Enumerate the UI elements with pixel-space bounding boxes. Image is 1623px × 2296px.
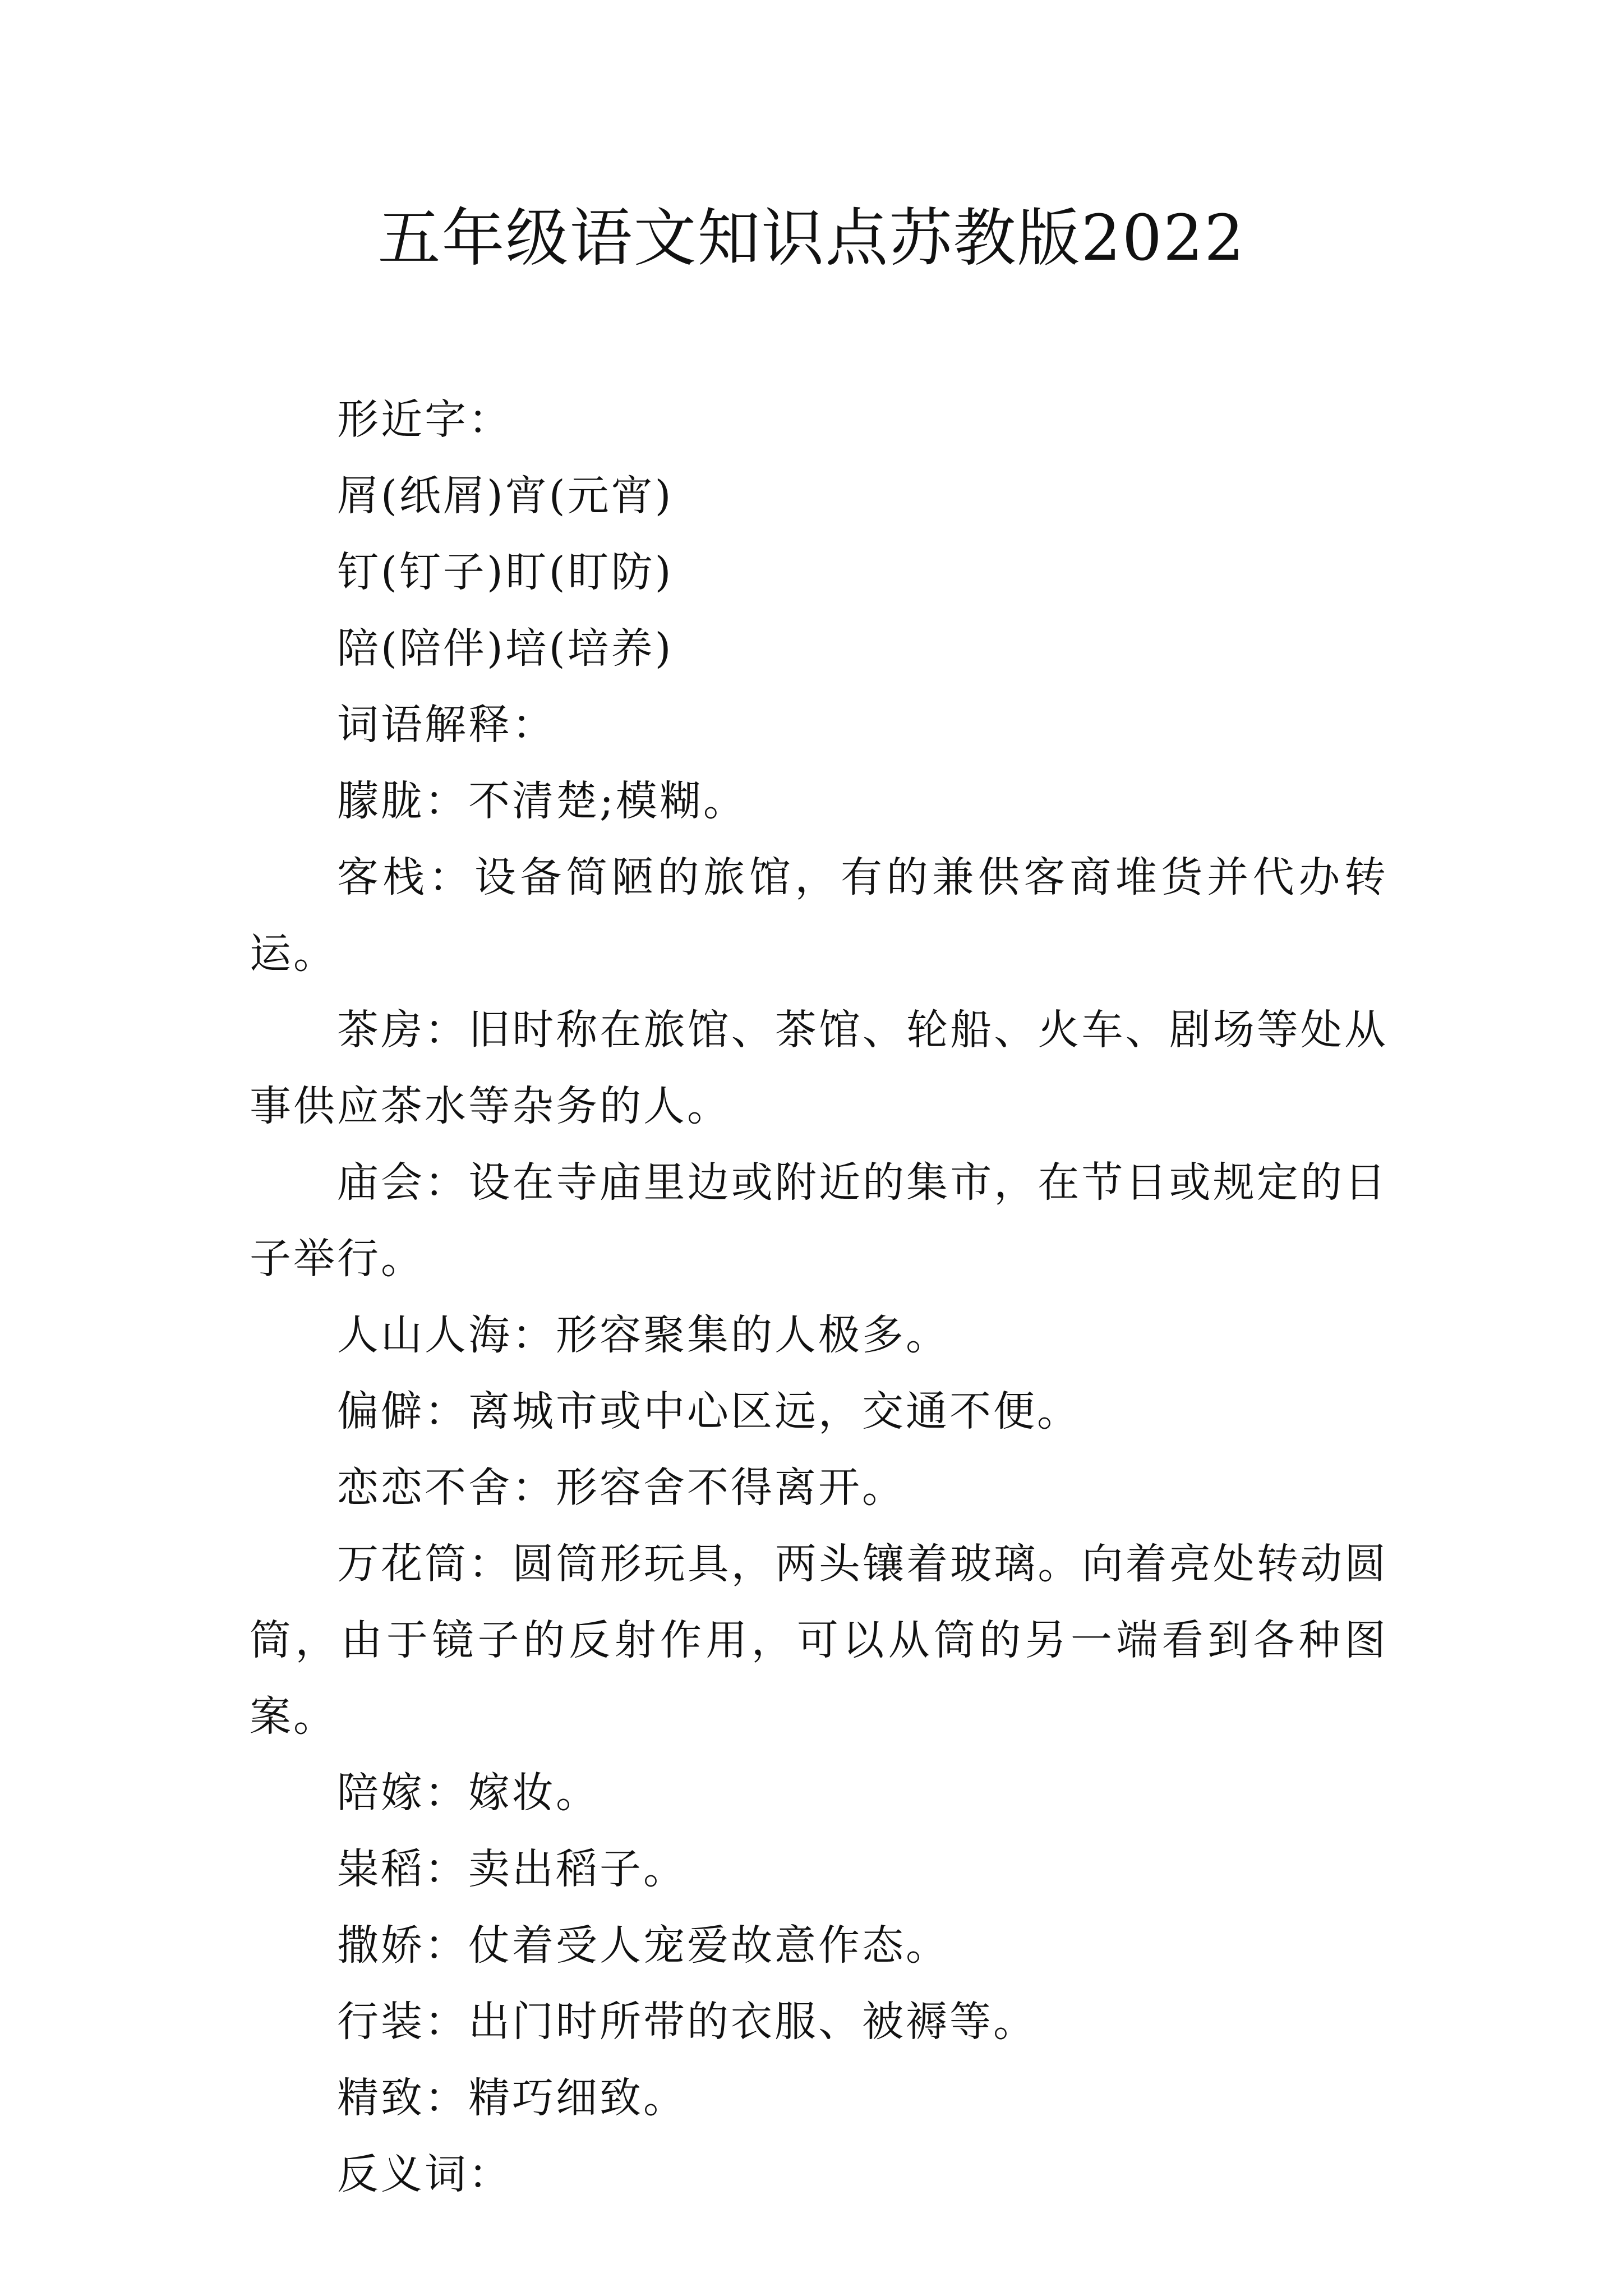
paragraph-explanation-5: 人山人海：形容聚集的人极多。: [337, 1311, 949, 1359]
paragraph-similar-pair-3: 陪(陪伴)培(培养): [337, 624, 674, 673]
paragraph-explanation-11: 撒娇：仗着受人宠爱故意作态。: [337, 1921, 949, 1970]
paragraph-antonyms-heading: 反义词：: [337, 2150, 512, 2198]
paragraph-explanation-10: 粜稻：卖出稻子。: [337, 1845, 687, 1893]
paragraph-explanation-6: 偏僻：离城市或中心区远，交通不便。: [337, 1387, 1081, 1435]
document-title: 五年级语文知识点苏教版2022: [377, 202, 1246, 275]
paragraph-explanation-2: 客栈：设备简陋的旅馆，有的兼供客商堆货并代办转运。: [250, 853, 1388, 978]
paragraph-similar-characters-heading: 形近字：: [337, 395, 512, 444]
paragraph-explanation-1: 朦胧：不清楚;模糊。: [337, 777, 747, 825]
paragraph-explanation-7: 恋恋不舍：形容舍不得离开。: [337, 1464, 906, 1512]
paragraph-explanation-9: 陪嫁：嫁妆。: [337, 1769, 600, 1817]
paragraph-explanation-8: 万花筒：圆筒形玩具，两头镶着玻璃。向着亮处转动圆筒，由于镜子的反射作用，可以从筒的另一端看到各种图案。: [250, 1540, 1388, 1741]
paragraph-similar-pair-2: 钉(钉子)盯(盯防): [337, 548, 674, 596]
paragraph-similar-pair-1: 屑(纸屑)宵(元宵): [337, 472, 674, 520]
paragraph-explanation-3: 茶房：旧时称在旅馆、茶馆、轮船、火车、剧场等处从事供应茶水等杂务的人。: [250, 1006, 1388, 1130]
paragraph-explanation-4: 庙会：设在寺庙里边或附近的集市，在节日或规定的日子举行。: [250, 1158, 1388, 1283]
document-body: [250, 381, 1388, 2212]
paragraph-explanation-12: 行装：出门时所带的衣服、被褥等。: [337, 1998, 1037, 2046]
paragraph-explanation-13: 精致：精巧细致。: [337, 2074, 687, 2122]
paragraph-word-explanations-heading: 词语解释：: [337, 701, 556, 749]
